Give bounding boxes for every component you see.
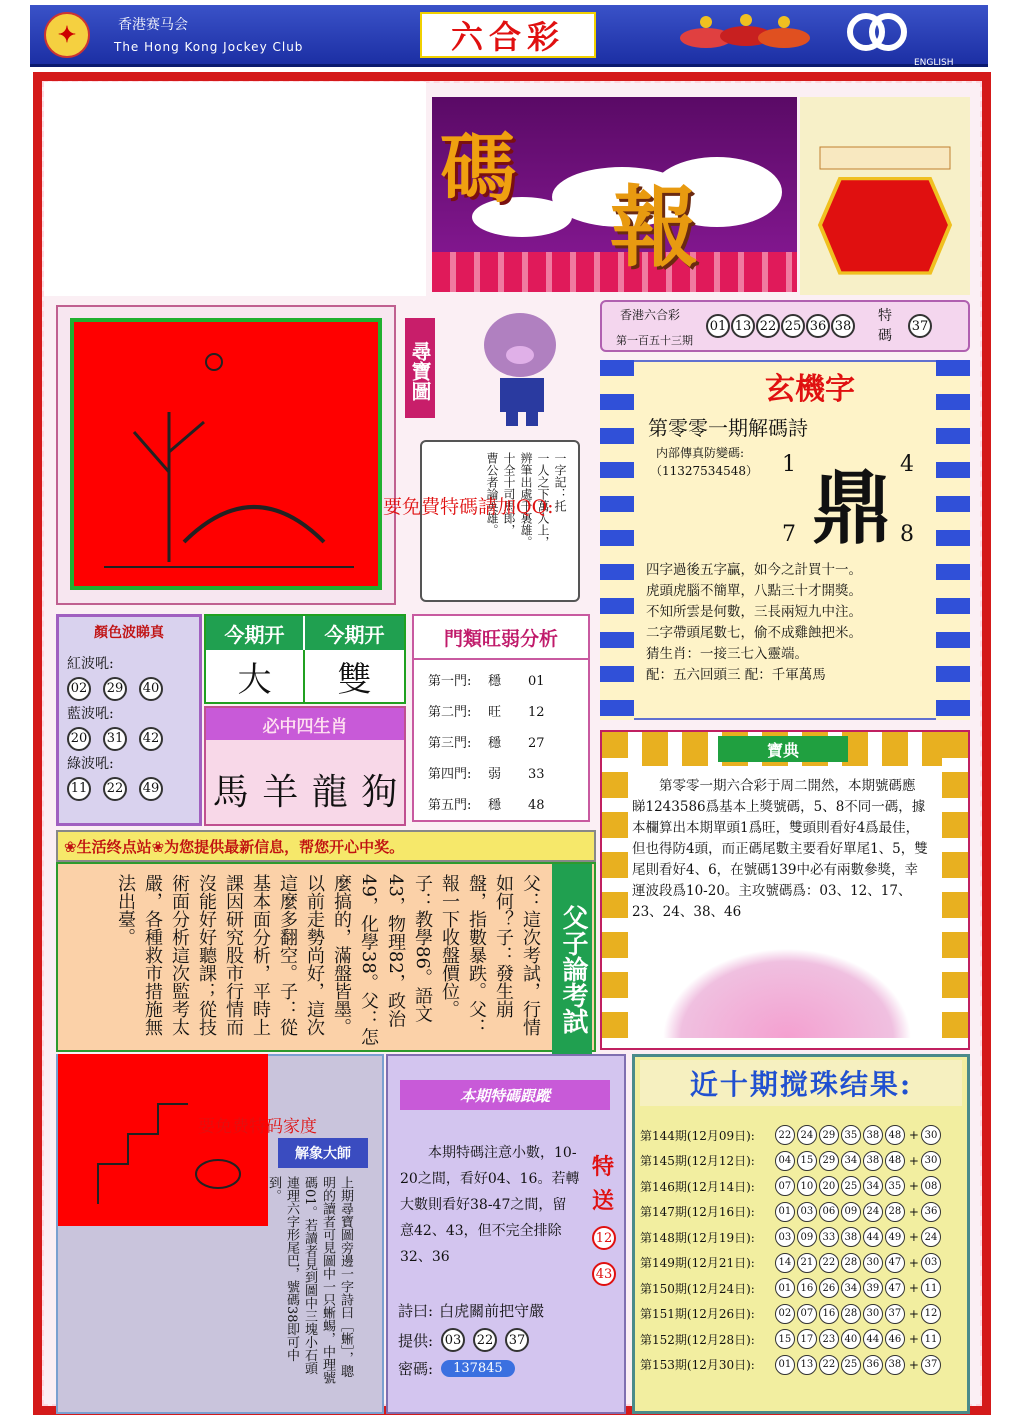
row-ball: 15 (775, 1329, 795, 1349)
result-row: 第151期 (12月26日): 02 07 16 28 30 37 + 12 (640, 1301, 943, 1327)
poem-row (398, 1300, 544, 1321)
mystery-big-char: 鼎 (812, 461, 892, 555)
treasure-book-text: 第零零一期六合彩于周二開然，本期號碼應睇1243586爲基本上獎號碼，5、8不同一碼，據本欄算出本期單頭1爲旺，雙頭則看好4爲最佳，但也得防4頭，而正碼尾數主要看好單尾1、5，雙尾則看好4、6，在號碼139中必有兩數參獎，幸運波段爲10-20。主攻號碼爲：03、12、17、23、24、38、46 (632, 778, 928, 920)
green-ball: 11 (67, 777, 91, 801)
row-ball: 13 (797, 1355, 817, 1375)
door-row (428, 728, 574, 759)
row-ball: 30 (863, 1253, 883, 1273)
row-ball: 17 (797, 1329, 817, 1349)
treasure-book-title: 寶典 (718, 736, 848, 762)
row-period: 第146期 (640, 1179, 687, 1194)
row-ball: 02 (775, 1304, 795, 1324)
door-num: 01 (528, 674, 545, 689)
row-ball: 24 (797, 1125, 817, 1145)
lantern-icon (800, 97, 970, 295)
this-period-header: 今期开 (206, 616, 305, 650)
zodiac-item: 狗 (361, 772, 398, 813)
poem-text: 白虎關前把守嚴 (439, 1302, 545, 1320)
result-ball: 36 (806, 314, 830, 338)
row-special-ball: 36 (921, 1202, 941, 1222)
poem-line: 一人之下萬人上， (536, 452, 550, 548)
coin-border-left (602, 732, 628, 1048)
door-state: 旺 (488, 705, 502, 720)
mystery-num-8: 8 (900, 522, 914, 547)
mystery-line: 配：五六回頭三 配：千軍萬馬 (646, 667, 826, 683)
english-link[interactable]: ENGLISH (914, 58, 954, 68)
pig-mascot-icon (450, 300, 580, 430)
row-ball: 34 (841, 1278, 861, 1298)
row-special-ball: 11 (921, 1329, 941, 1349)
row-ball: 34 (863, 1176, 883, 1196)
special-send-label: 送 (592, 1188, 615, 1214)
mystery-subtitle: 第零零一期解碼詩 (648, 416, 808, 440)
red-ball: 40 (139, 677, 163, 701)
result-period: 第一百五十三期 (616, 334, 693, 347)
door-name: 第五門: (428, 798, 472, 813)
row-ball: 28 (885, 1202, 905, 1222)
blue-ball: 31 (103, 727, 127, 751)
watermark-code: 要免费特码家度 (198, 1117, 317, 1137)
mystery-num-1: 1 (782, 452, 796, 477)
coin-border-right (942, 732, 968, 1048)
poem-line: 辨筆出處千裏雄。 (519, 452, 533, 548)
this-period-box (204, 614, 406, 704)
door-state: 穩 (488, 798, 502, 813)
mystery-note: 内部傳真防變碼: (656, 446, 745, 460)
row-ball: 28 (841, 1304, 861, 1324)
password-label: 密碼: (398, 1360, 434, 1378)
row-ball: 48 (885, 1151, 905, 1171)
row-ball: 16 (797, 1278, 817, 1298)
door-analysis-panel (412, 614, 590, 822)
row-ball: 40 (841, 1329, 861, 1349)
row-ball: 23 (819, 1329, 839, 1349)
row-ball: 20 (819, 1176, 839, 1196)
row-date: (12月26日): (686, 1307, 755, 1321)
green-ball: 49 (139, 777, 163, 801)
red-ball: 29 (103, 677, 127, 701)
red-ball: 02 (67, 677, 91, 701)
result-row: 第149期 (12月21日): 14 21 22 28 30 47 + 03 (640, 1250, 943, 1276)
row-ball: 35 (885, 1176, 905, 1196)
this-period-size: 大 (206, 650, 305, 702)
door-row (428, 697, 574, 728)
row-period: 第148期 (640, 1230, 687, 1245)
row-special-ball: 08 (921, 1176, 941, 1196)
mystery-line: 二字帶頭尾數七，偷不成雞蝕把米。 (646, 625, 862, 641)
row-ball: 37 (885, 1304, 905, 1324)
poem-label: 詩曰: (398, 1302, 434, 1320)
english-link-icon[interactable] (840, 12, 914, 52)
door-name: 第四門: (428, 767, 472, 782)
zodiac-item: 羊 (262, 772, 299, 813)
special-send-ball: 12 (592, 1226, 616, 1250)
row-period: 第145期 (640, 1154, 687, 1168)
special-send-label: 特 (592, 1154, 615, 1180)
blank-area (44, 82, 426, 296)
row-ball: 34 (841, 1151, 861, 1171)
treasure-book-panel (600, 730, 970, 1050)
row-ball: 25 (841, 1355, 861, 1375)
banner-char-ma: 碼 (440, 124, 516, 213)
mystery-title: 玄機字 (765, 372, 855, 407)
provider-ball: 37 (505, 1328, 529, 1352)
father-son-title: 父子論考試 (552, 864, 592, 1054)
row-ball: 47 (885, 1253, 905, 1273)
row-ball: 15 (797, 1151, 817, 1171)
this-period-parity: 雙 (337, 659, 372, 700)
blue-wave-label: 藍波吼: (67, 706, 114, 722)
row-ball: 01 (775, 1202, 795, 1222)
door-analysis-title: 門類旺弱分析 (414, 616, 588, 660)
row-ball: 38 (863, 1151, 883, 1171)
result-row: 第147期 (12月16日): 01 03 06 09 24 28 + 36 (640, 1199, 943, 1225)
zodiac-box (204, 706, 406, 826)
row-ball: 25 (841, 1176, 861, 1196)
row-date: (12月14日): (686, 1179, 755, 1194)
mystery-phone: （11327534548） (650, 464, 758, 478)
door-row (428, 790, 574, 821)
row-ball: 30 (863, 1304, 883, 1324)
row-ball: 46 (885, 1329, 905, 1349)
row-period: 第147期 (640, 1205, 687, 1219)
row-ball: 07 (797, 1304, 817, 1324)
jockey-club-logo[interactable]: ✦ (44, 12, 90, 58)
row-ball: 26 (819, 1278, 839, 1298)
result-label: 香港六合彩 (620, 308, 681, 322)
mystery-line: 不知所雲是何數，三長兩短九中注。 (646, 604, 862, 620)
green-ball: 22 (103, 777, 127, 801)
row-ball: 24 (863, 1202, 883, 1222)
row-ball: 38 (863, 1125, 883, 1145)
special-label: 特碼 (878, 308, 892, 344)
result-row: 第150期 (12月24日): 01 16 26 34 39 47 + 11 (640, 1275, 943, 1301)
interpreter-text: 上期尋寶圖旁邊一字詩曰［蜥］，聰明的讀者可見圖中一只蜥蜴，中理號碼01。若讀者見到圖中三塊小石頭連理六字形尾巴，號碼38即可中到。 (266, 1176, 353, 1384)
lotus-image (662, 948, 912, 1038)
special-tracking-text: 本期特碼注意小數，10-20之間，看好04、16。若轉大數則看好38-47之間，留意42、43，但不完全排除32、36 (400, 1145, 580, 1265)
door-state: 弱 (488, 767, 502, 782)
door-name: 第二門: (428, 705, 472, 720)
row-ball: 09 (841, 1202, 861, 1222)
row-date: (12月16日): (686, 1205, 755, 1219)
door-name: 第三門: (428, 736, 472, 751)
row-ball: 44 (863, 1329, 883, 1349)
watermark-qq: 要免費特碼請加QQ: (383, 496, 554, 518)
row-ball: 49 (885, 1227, 905, 1247)
result-ball: 13 (731, 314, 755, 338)
result-row: 第145期 (12月12日): 04 15 29 34 38 48 + 30 (640, 1148, 943, 1174)
blue-ball: 20 (67, 727, 91, 751)
row-ball: 06 (819, 1202, 839, 1222)
result-ball: 01 (706, 314, 730, 338)
result-ball: 25 (781, 314, 805, 338)
row-ball: 33 (819, 1227, 839, 1247)
provider-ball: 22 (473, 1328, 497, 1352)
row-ball: 36 (863, 1355, 883, 1375)
provider-label: 提供: (398, 1331, 434, 1350)
recent-results-title: 近十期搅珠结果: (640, 1060, 962, 1106)
door-num: 12 (528, 705, 545, 720)
stairs-image (58, 1054, 268, 1226)
row-ball: 09 (797, 1227, 817, 1247)
mystery-line: 虎頭虎腦不簡單，八點三十才開獎。 (646, 583, 862, 599)
row-ball: 39 (863, 1278, 883, 1298)
red-wave-label: 紅波吼: (67, 656, 114, 672)
special-tracking-title: 本期特碼跟蹤 (400, 1080, 610, 1110)
zodiac-title: 必中四生肖 (206, 708, 404, 740)
row-ball: 01 (775, 1278, 795, 1298)
row-date: (12月28日): (686, 1332, 755, 1347)
row-ball: 38 (841, 1227, 861, 1247)
treasure-map-image (70, 318, 382, 590)
row-special-ball: 12 (921, 1304, 941, 1324)
row-special-ball: 30 (921, 1125, 941, 1145)
tree-bridge-icon (74, 322, 378, 586)
door-state: 穩 (488, 674, 502, 689)
poem-line: 十全十司馬郎， (502, 452, 516, 536)
door-row (428, 759, 574, 790)
row-special-ball: 24 (921, 1227, 941, 1247)
latest-result-box (600, 300, 970, 352)
row-ball: 44 (863, 1227, 883, 1247)
flower-border-right (936, 360, 970, 720)
green-wave-label: 綠波吼: (67, 756, 114, 772)
door-num: 27 (528, 736, 545, 751)
row-period: 第153期 (640, 1358, 687, 1372)
zodiac-item: 龍 (311, 772, 348, 813)
father-son-text: 父：這次考試，行情如何？子：發生崩盤，指數暴跌。父：報一下收盤價位。子：教學86。語文43，物理82，政治49，化學38。父：怎麼搞的，滿盤皆墨。以前走勢尚好，這次這麼多翻空。子：從基本面分析，平時上課因研究股市行情而沒能好好聽課；從技術面分析這次監考太嚴，各種救市措施無法出臺。 (115, 874, 541, 1046)
row-ball: 22 (819, 1355, 839, 1375)
password-row (398, 1358, 515, 1379)
row-ball: 22 (775, 1125, 795, 1145)
row-special-ball: 37 (921, 1355, 941, 1375)
row-ball: 38 (885, 1355, 905, 1375)
color-wave-title: 顏色波睇真 (94, 625, 164, 641)
mystery-num-7: 7 (782, 522, 796, 547)
door-num: 48 (528, 798, 545, 813)
poem-line: 一字記：托 (553, 452, 567, 512)
interpreter-title: 解象大師 (278, 1138, 368, 1168)
row-ball: 35 (841, 1125, 861, 1145)
row-ball: 29 (819, 1151, 839, 1171)
door-state: 穩 (488, 736, 502, 751)
flower-border-left (600, 360, 634, 720)
row-special-ball: 30 (921, 1151, 941, 1171)
row-period: 第150期 (640, 1281, 687, 1296)
banner-char-bao: 報 (610, 175, 699, 279)
door-name: 第一門: (428, 674, 472, 689)
row-period: 第149期 (640, 1256, 687, 1270)
row-special-ball: 03 (921, 1253, 941, 1273)
row-ball: 03 (797, 1202, 817, 1222)
blue-ball: 42 (139, 727, 163, 751)
result-row: 第146期 (12月14日): 07 10 20 25 34 35 + 08 (640, 1173, 943, 1199)
result-row: 第152期 (12月28日): 15 17 23 40 44 46 + 11 (640, 1326, 943, 1352)
horses-icon (676, 10, 812, 58)
poem-scroll (420, 440, 580, 602)
mystery-line: 四字過後五字贏，如今之計買十一。 (646, 562, 862, 578)
row-ball: 21 (797, 1253, 817, 1273)
row-ball: 04 (775, 1151, 795, 1171)
provider-ball: 03 (441, 1328, 465, 1352)
result-ball: 38 (831, 314, 855, 338)
mystery-num-4: 4 (900, 452, 914, 477)
row-ball: 29 (819, 1125, 839, 1145)
provider-row (398, 1328, 529, 1352)
result-row: 第148期 (12月19日): 03 09 33 38 44 49 + 24 (640, 1224, 943, 1250)
door-row (428, 666, 574, 697)
mystery-lines (646, 560, 936, 686)
zodiac-item: 馬 (212, 772, 249, 813)
row-ball: 22 (819, 1253, 839, 1273)
org-name-cn: 香港赛马会 (118, 17, 188, 33)
special-ball: 37 (908, 314, 932, 338)
row-period: 第151期 (640, 1307, 687, 1321)
row-date: (12月24日): (686, 1281, 755, 1296)
father-son-panel (56, 862, 596, 1052)
mark-six-title[interactable]: 六合彩 (420, 12, 596, 58)
row-ball: 16 (819, 1304, 839, 1324)
result-row: 第153期 (12月30日): 01 13 22 25 36 38 + 37 (640, 1352, 943, 1378)
row-ball: 14 (775, 1253, 795, 1273)
row-date: (12月19日): (686, 1230, 755, 1245)
row-ball: 48 (885, 1125, 905, 1145)
row-ball: 01 (775, 1355, 795, 1375)
treasure-map-label: 尋寶圖 (405, 318, 435, 418)
row-ball: 28 (841, 1253, 861, 1273)
result-row: 第144期 (12月09日): 22 24 29 35 38 48 + 30 (640, 1122, 943, 1148)
row-period: 第152期 (640, 1332, 687, 1347)
row-date: (12月12日): (686, 1154, 755, 1168)
this-period-header: 今期开 (305, 616, 404, 650)
result-balls (706, 314, 855, 338)
row-ball: 10 (797, 1176, 817, 1196)
door-num: 33 (528, 767, 545, 782)
row-date: (12月21日): (686, 1256, 755, 1270)
stairs-lizard-icon (58, 1054, 268, 1226)
org-name-en: The Hong Kong Jockey Club (114, 40, 304, 54)
row-date: (12月09日): (686, 1128, 755, 1143)
mystery-line: 猜生肖：一接三七入靈端。 (646, 646, 808, 662)
row-ball: 03 (775, 1227, 795, 1247)
row-period: 第144期 (640, 1128, 687, 1143)
result-ball: 22 (756, 314, 780, 338)
password-value: 137845 (441, 1360, 515, 1377)
row-ball: 07 (775, 1176, 795, 1196)
special-send-ball: 43 (592, 1262, 616, 1286)
row-date: (12月30日): (686, 1358, 755, 1372)
life-station-bar: ❀生活终点站❀为您提供最新信息，帮您开心中奖。 (56, 830, 596, 862)
row-special-ball: 11 (921, 1278, 941, 1298)
lantern-image (800, 97, 970, 295)
row-ball: 47 (885, 1278, 905, 1298)
poem-line: 曹公者論英雄。 (485, 452, 499, 536)
color-wave-panel (56, 614, 202, 826)
